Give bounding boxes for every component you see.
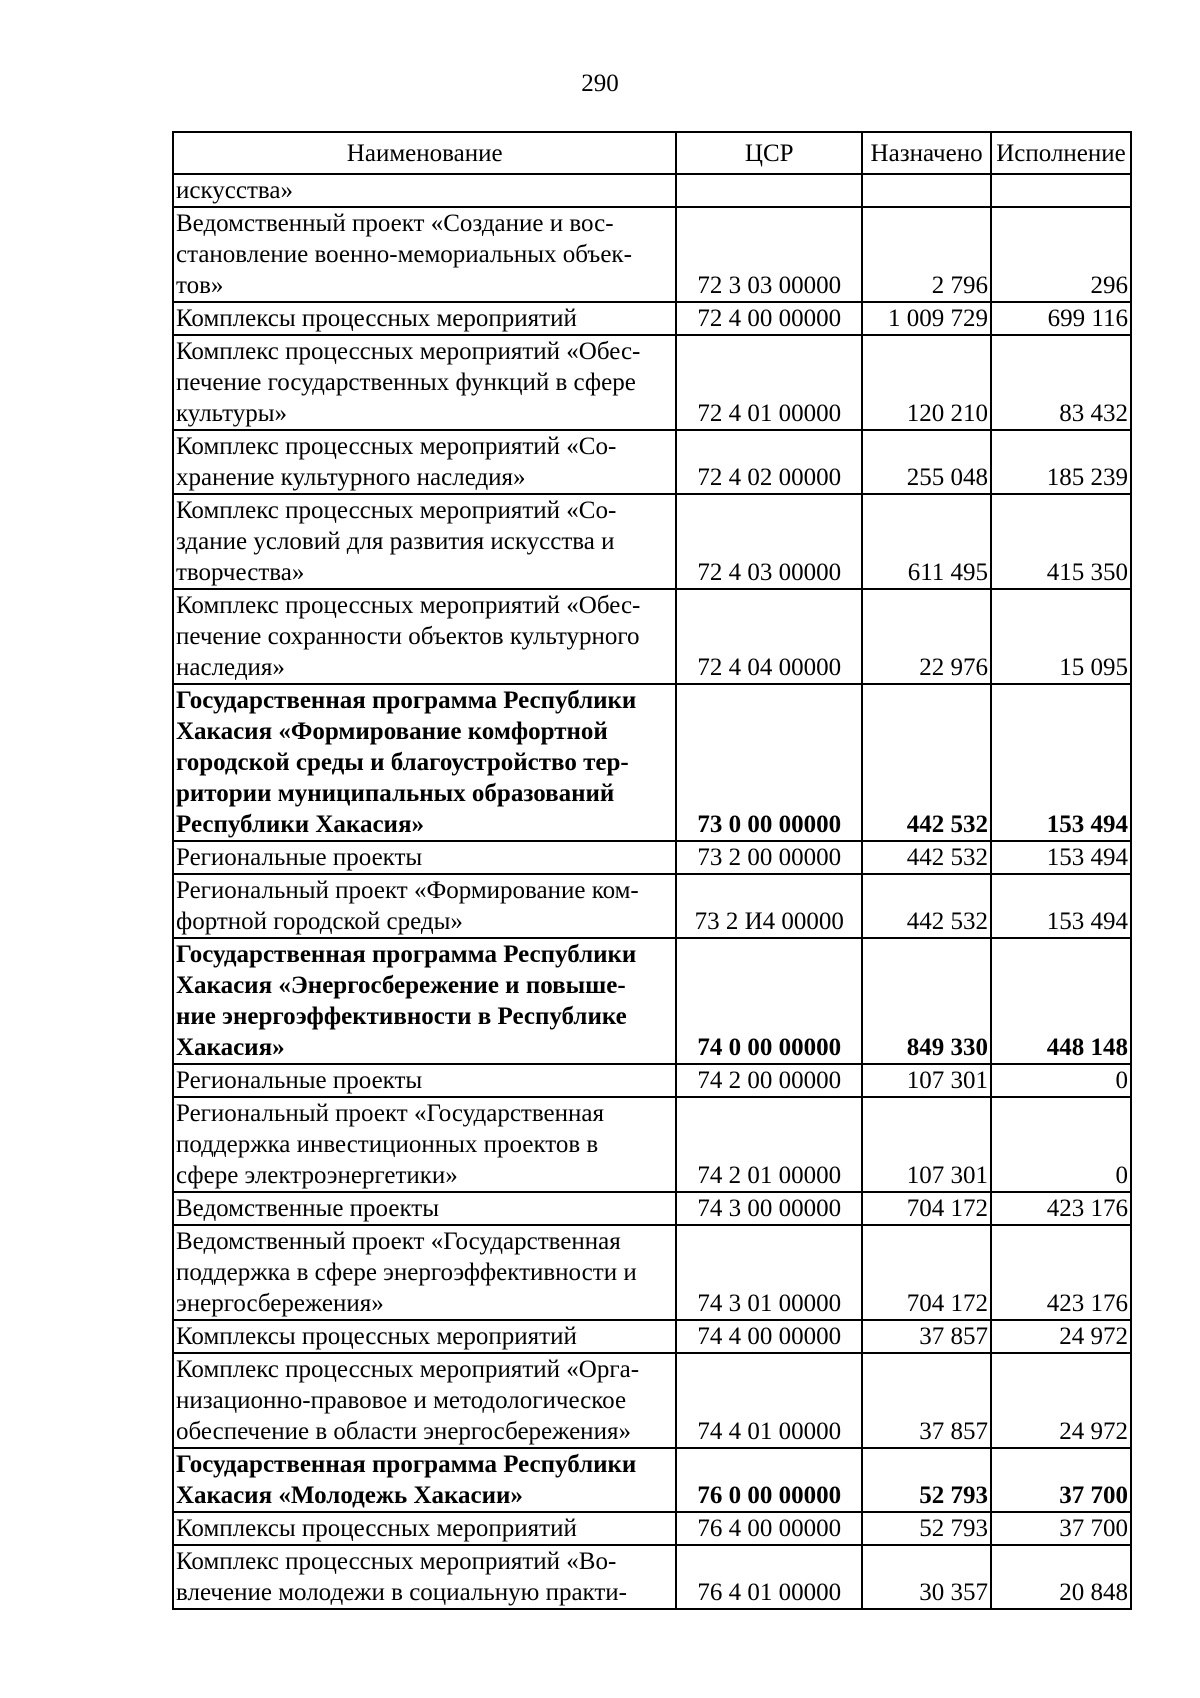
row-csr-cell: 73 0 00 00000 bbox=[676, 684, 862, 841]
row-execution-cell: 24 972 bbox=[991, 1353, 1131, 1448]
row-assigned-cell: 2 796 bbox=[862, 207, 991, 302]
row-csr-cell: 74 0 00 00000 bbox=[676, 938, 862, 1064]
table-row bbox=[173, 1448, 1131, 1512]
row-execution-cell: 423 176 bbox=[991, 1225, 1131, 1320]
table-row bbox=[173, 1225, 1131, 1320]
header-name: Наименование bbox=[173, 132, 676, 174]
row-assigned-cell: 37 857 bbox=[862, 1353, 991, 1448]
table-row bbox=[173, 1097, 1131, 1192]
row-assigned-cell: 1 009 729 bbox=[862, 302, 991, 335]
row-assigned-cell bbox=[862, 174, 991, 207]
row-assigned-cell: 107 301 bbox=[862, 1097, 991, 1192]
row-csr-cell: 72 4 03 00000 bbox=[676, 494, 862, 589]
row-name-cell: Региональные проекты bbox=[173, 1064, 676, 1097]
row-name-cell: Комплексы процессных мероприятий bbox=[173, 1512, 676, 1545]
row-execution-cell: 153 494 bbox=[991, 874, 1131, 938]
row-assigned-cell: 120 210 bbox=[862, 335, 991, 430]
row-name-cell: Комплекс процессных мероприятий «Орга- низационно-правовое и методологическое обеспечение в области энергосбережения» bbox=[173, 1353, 676, 1448]
row-csr-cell: 74 2 00 00000 bbox=[676, 1064, 862, 1097]
row-execution-cell: 153 494 bbox=[991, 684, 1131, 841]
row-assigned-cell: 30 357 bbox=[862, 1545, 991, 1609]
table-header bbox=[173, 132, 1131, 174]
table-row bbox=[173, 335, 1131, 430]
table-body bbox=[173, 174, 1131, 1609]
row-execution-cell: 37 700 bbox=[991, 1448, 1131, 1512]
table-row bbox=[173, 1545, 1131, 1609]
row-execution-cell: 37 700 bbox=[991, 1512, 1131, 1545]
row-csr-cell: 74 3 00 00000 bbox=[676, 1192, 862, 1225]
header-csr: ЦСР bbox=[676, 132, 862, 174]
row-execution-cell bbox=[991, 174, 1131, 207]
header-execution: Исполнение bbox=[991, 132, 1131, 174]
row-execution-cell: 20 848 bbox=[991, 1545, 1131, 1609]
table-row bbox=[173, 841, 1131, 874]
row-assigned-cell: 22 976 bbox=[862, 589, 991, 684]
table-row bbox=[173, 494, 1131, 589]
table-header-row bbox=[173, 132, 1131, 174]
table-row bbox=[173, 1353, 1131, 1448]
row-name-cell: Комплекс процессных мероприятий «Со- хранение культурного наследия» bbox=[173, 430, 676, 494]
table-row bbox=[173, 1320, 1131, 1353]
table-row bbox=[173, 1064, 1131, 1097]
row-name-cell: Комплекс процессных мероприятий «Обес- печение государственных функций в сфере культуры» bbox=[173, 335, 676, 430]
row-execution-cell: 24 972 bbox=[991, 1320, 1131, 1353]
row-assigned-cell: 611 495 bbox=[862, 494, 991, 589]
row-name-cell: Региональный проект «Формирование ком- фортной городской среды» bbox=[173, 874, 676, 938]
page-number: 290 bbox=[581, 70, 619, 97]
row-assigned-cell: 704 172 bbox=[862, 1225, 991, 1320]
table-row bbox=[173, 938, 1131, 1064]
header-assigned: Назначено bbox=[862, 132, 991, 174]
row-assigned-cell: 52 793 bbox=[862, 1448, 991, 1512]
row-assigned-cell: 849 330 bbox=[862, 938, 991, 1064]
row-csr-cell bbox=[676, 174, 862, 207]
table-row bbox=[173, 1512, 1131, 1545]
table-row bbox=[173, 1192, 1131, 1225]
row-csr-cell: 72 4 00 00000 bbox=[676, 302, 862, 335]
row-csr-cell: 73 2 00 00000 bbox=[676, 841, 862, 874]
row-csr-cell: 73 2 И4 00000 bbox=[676, 874, 862, 938]
row-execution-cell: 0 bbox=[991, 1097, 1131, 1192]
row-execution-cell: 415 350 bbox=[991, 494, 1131, 589]
row-execution-cell: 0 bbox=[991, 1064, 1131, 1097]
row-execution-cell: 153 494 bbox=[991, 841, 1131, 874]
row-name-cell: Государственная программа Республики Хакасия «Молодежь Хакасии» bbox=[173, 1448, 676, 1512]
row-csr-cell: 76 4 00 00000 bbox=[676, 1512, 862, 1545]
row-name-cell: Государственная программа Республики Хакасия «Формирование комфортной городской среды и благоустройство тер- ритории муниципальных образований Республики Хакасия» bbox=[173, 684, 676, 841]
row-csr-cell: 74 4 01 00000 bbox=[676, 1353, 862, 1448]
row-execution-cell: 296 bbox=[991, 207, 1131, 302]
row-name-cell: Комплексы процессных мероприятий bbox=[173, 1320, 676, 1353]
table-row bbox=[173, 174, 1131, 207]
row-name-cell: Государственная программа Республики Хакасия «Энергосбережение и повыше- ние энергоэффективности в Республике Хакасия» bbox=[173, 938, 676, 1064]
budget-table bbox=[172, 131, 1132, 1610]
row-csr-cell: 72 4 02 00000 bbox=[676, 430, 862, 494]
table-row bbox=[173, 207, 1131, 302]
table-row bbox=[173, 684, 1131, 841]
row-name-cell: Комплексы процессных мероприятий bbox=[173, 302, 676, 335]
row-execution-cell: 448 148 bbox=[991, 938, 1131, 1064]
row-csr-cell: 72 4 01 00000 bbox=[676, 335, 862, 430]
row-name-cell: Региональные проекты bbox=[173, 841, 676, 874]
table-row bbox=[173, 302, 1131, 335]
row-name-cell: Комплекс процессных мероприятий «Во- влечение молодежи в социальную практи- bbox=[173, 1545, 676, 1609]
row-assigned-cell: 52 793 bbox=[862, 1512, 991, 1545]
row-name-cell: Региональный проект «Государственная поддержка инвестиционных проектов в сфере электроэнергетики» bbox=[173, 1097, 676, 1192]
row-execution-cell: 15 095 bbox=[991, 589, 1131, 684]
table-row bbox=[173, 589, 1131, 684]
row-assigned-cell: 37 857 bbox=[862, 1320, 991, 1353]
row-assigned-cell: 107 301 bbox=[862, 1064, 991, 1097]
row-assigned-cell: 442 532 bbox=[862, 841, 991, 874]
row-csr-cell: 74 4 00 00000 bbox=[676, 1320, 862, 1353]
row-name-cell: Ведомственный проект «Государственная поддержка в сфере энергоэффективности и энергосбережения» bbox=[173, 1225, 676, 1320]
row-assigned-cell: 442 532 bbox=[862, 684, 991, 841]
row-csr-cell: 76 0 00 00000 bbox=[676, 1448, 862, 1512]
row-csr-cell: 76 4 01 00000 bbox=[676, 1545, 862, 1609]
row-name-cell: искусства» bbox=[173, 174, 676, 207]
row-execution-cell: 699 116 bbox=[991, 302, 1131, 335]
row-assigned-cell: 442 532 bbox=[862, 874, 991, 938]
row-name-cell: Комплекс процессных мероприятий «Со- здание условий для развития искусства и творчества» bbox=[173, 494, 676, 589]
table-row bbox=[173, 430, 1131, 494]
row-execution-cell: 423 176 bbox=[991, 1192, 1131, 1225]
row-assigned-cell: 704 172 bbox=[862, 1192, 991, 1225]
row-name-cell: Комплекс процессных мероприятий «Обес- печение сохранности объектов культурного наследия» bbox=[173, 589, 676, 684]
row-csr-cell: 74 2 01 00000 bbox=[676, 1097, 862, 1192]
row-name-cell: Ведомственный проект «Создание и вос- становление военно-мемориальных объек- тов» bbox=[173, 207, 676, 302]
row-csr-cell: 72 4 04 00000 bbox=[676, 589, 862, 684]
table-row bbox=[173, 874, 1131, 938]
row-execution-cell: 83 432 bbox=[991, 335, 1131, 430]
row-csr-cell: 74 3 01 00000 bbox=[676, 1225, 862, 1320]
row-assigned-cell: 255 048 bbox=[862, 430, 991, 494]
row-execution-cell: 185 239 bbox=[991, 430, 1131, 494]
row-name-cell: Ведомственные проекты bbox=[173, 1192, 676, 1225]
row-csr-cell: 72 3 03 00000 bbox=[676, 207, 862, 302]
